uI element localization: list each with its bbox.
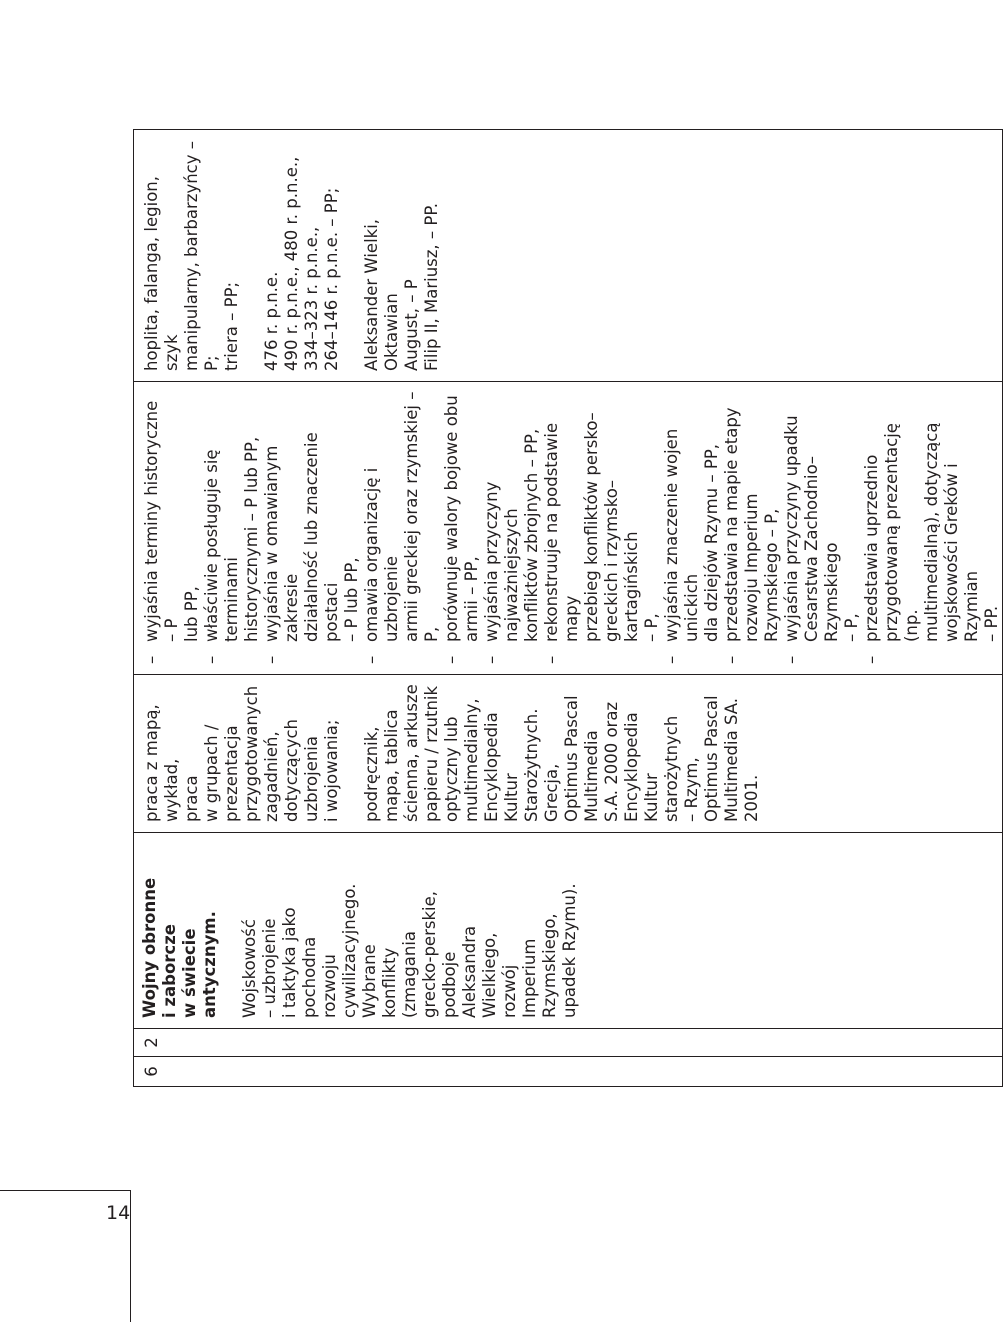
methods-cell bbox=[134, 675, 1003, 833]
requirements-cell bbox=[134, 382, 1003, 675]
corner-rule-vertical bbox=[130, 1190, 131, 1322]
requirement-text: omawia organizację i uzbrojenie armii greckiej oraz rzymskiej – P, bbox=[362, 391, 441, 642]
table-row bbox=[134, 130, 1003, 1087]
requirement-text: rekonstruuje na podstawie mapy przebieg konfliktów persko– greckich i rzymsko–kartagińskich – P, bbox=[542, 412, 661, 642]
means-text: podręcznik, mapa, tablica ścienna, arkusze papieru / rzutnik optyczny lub multimedialny, Encyklopedia Kultur Starożytnych. Grecja, Optimus Pascal Multimedia S.A. 2000 oraz Encyklopedia Kultur starożytnych – Rzym, Optimus Pascal Multimedia SA. 2001. bbox=[362, 684, 761, 822]
requirement-text: właściwie posługuje się terminami historycznymi – P lub PP, bbox=[202, 436, 261, 642]
requirement-text: porównuje walory bojowe obu armii – PP, bbox=[442, 395, 481, 642]
page-number: 14 bbox=[106, 1202, 131, 1224]
methods-text: praca z mapą, wykład, praca w grupach / prezentacja przygotowanych zagadnień, dotyczących uzbrojenia i wojowania; bbox=[142, 685, 341, 822]
list-item: – omawia organizację i uzbrojenie armii greckiej oraz rzymskiej – P, bbox=[362, 391, 441, 664]
topic-body: Wojskowość – uzbrojenie i taktyka jako pochodna rozwoju cywilizacyjnego. Wybrane konflikty (zmagania grecko-perskie, podboje Aleksandra Wielkiego, rozwój Imperium Rzymskiego, upadek Rzymu). bbox=[240, 883, 579, 1018]
list-item: – wyjaśnia w omawianym zakresie działalność lub znaczenie postaci – P lub PP, bbox=[262, 390, 362, 664]
persons-text: Aleksander Wielki, Oktawian August, – P Filip II, Mariusz, – PP. bbox=[362, 203, 441, 371]
corner-rule-horizontal bbox=[0, 1190, 130, 1191]
requirement-text: wyjaśnia znaczenie wojen unickich dla dziejów Rzymu – PP, bbox=[662, 428, 721, 642]
requirement-text: przedstawia na mapie etapy rozwoju Imperium Rzymskiego – P, bbox=[722, 407, 781, 642]
lesson-number-cell: 6 bbox=[134, 1057, 1003, 1087]
topic-cell bbox=[134, 833, 1003, 1029]
terms-text: hoplita, falanga, legion, szyk manipularny, barbarzyńcy – P; triera – PP; bbox=[142, 140, 241, 371]
list-item: – przedstawia na mapie etapy rozwoju Imperium Rzymskiego – P, bbox=[722, 390, 782, 664]
glossary-cell bbox=[134, 130, 1003, 382]
list-item: – wyjaśnia przyczyny najważniejszych konfliktów zbrojnych – PP, bbox=[482, 390, 542, 664]
requirement-text: wyjaśnia terminy historyczne – P lub PP, bbox=[142, 400, 201, 642]
requirement-text: wyjaśnia w omawianym zakresie działalność lub znaczenie postaci – P lub PP, bbox=[262, 432, 361, 642]
dates-text: 476 r. p.n.e. 490 r. p.n.e., 480 r. p.n.e., 334–323 r. p.n.e., 264–146 r. p.n.e. – PP; bbox=[262, 156, 341, 371]
curriculum-table bbox=[133, 129, 1003, 1087]
topic-title: Wojny obronne i zaborcze w świecie antycznym. bbox=[140, 877, 219, 1018]
requirement-text: wyjaśnia przyczyny najważniejszych konfliktów zbrojnych – PP, bbox=[482, 428, 541, 642]
list-item: – wyjaśnia terminy historyczne – P lub PP, bbox=[142, 390, 202, 664]
hours-cell: 2 bbox=[134, 1029, 1003, 1057]
list-item: – wyjaśnia przyczyny upadku Cesarstwa Zachodnio–Rzymskiego – P, bbox=[782, 390, 862, 664]
rotated-curriculum-table bbox=[133, 130, 1001, 1087]
list-item: – porównuje walory bojowe obu armii – PP, bbox=[442, 390, 482, 664]
requirement-text: wyjaśnia przyczyny upadku Cesarstwa Zachodnio–Rzymskiego – P, bbox=[782, 415, 861, 642]
requirement-text: przedstawia uprzednio przygotowaną prezentację (np. multimedialną), dotyczącą wojskowości Greków i Rzymian – PP. bbox=[862, 422, 1001, 642]
list-item: – rekonstruuje na podstawie mapy przebieg konfliktów persko– greckich i rzymsko–kartagińskich – P, bbox=[542, 390, 662, 664]
list-item: – przedstawia uprzednio przygotowaną prezentację (np. multimedialną), dotyczącą wojskowości Greków i Rzymian – PP. bbox=[862, 390, 1002, 664]
list-item: – wyjaśnia znaczenie wojen unickich dla dziejów Rzymu – PP, bbox=[662, 390, 722, 664]
list-item: – właściwie posługuje się terminami historycznymi – P lub PP, bbox=[202, 390, 262, 664]
